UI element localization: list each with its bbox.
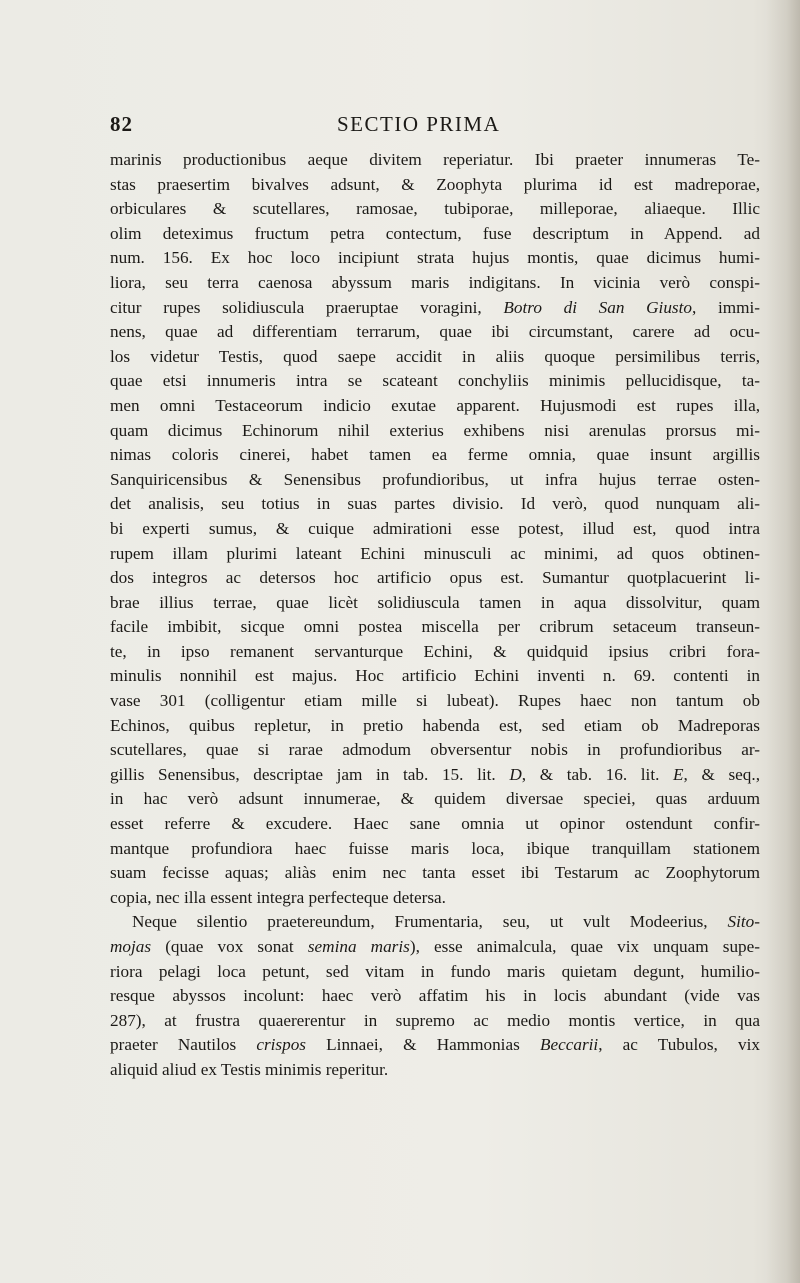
text-segment: rupem illam plurimi lateant Echini minusculi ac minimi, ad quos obtinen- — [110, 543, 760, 563]
text-segment: Echinos, quibus repletur, in pretio habenda est, sed etiam ob Madreporas — [110, 715, 760, 735]
text-line — [110, 1009, 760, 1034]
text-segment: esset referre & excudere. Haec sane omnia ut opinor ostendunt confir- — [110, 814, 760, 834]
text-line — [110, 787, 760, 812]
text-segment: praeter Nautilos — [110, 1035, 257, 1055]
text-segment: (quae vox sonat — [151, 937, 308, 956]
text-segment: marinis productionibus aeque divitem reperiatur. Ibi praeter innumeras Te- — [110, 150, 760, 169]
text-line — [110, 443, 760, 468]
text-line — [110, 369, 760, 394]
text-line — [110, 394, 760, 419]
text-segment: facile imbibit, sicque omni postea miscella per cribrum setaceum transeun- — [110, 617, 760, 637]
text-segment: scutellares, quae si rarae admodum obversentur nobis in profundioribus ar- — [110, 740, 760, 760]
text-line — [110, 542, 760, 567]
text-line — [110, 468, 760, 493]
text-line — [110, 320, 760, 345]
text-segment: , immi- — [692, 297, 760, 317]
italic-text: crispos — [256, 1035, 306, 1055]
text-line — [110, 984, 760, 1009]
text-segment: ), esse animalcula, quae vix unquam supe- — [409, 937, 760, 956]
text-line — [110, 419, 760, 444]
text-segment: riora pelagi loca petunt, sed vitam in fundo maris quietam degunt, humilio- — [110, 961, 760, 981]
text-line — [110, 886, 760, 911]
text-line — [110, 837, 760, 862]
text-segment: quae etsi innumeris intra se scateant conchyliis minimis pellucidisque, ta- — [110, 371, 760, 391]
text-line — [110, 861, 760, 886]
text-line — [110, 246, 760, 271]
text-segment: copia, nec illa essent integra perfecteque detersa. — [110, 887, 446, 907]
text-segment: in hac verò adsunt innumerae, & quidem diversae speciei, quas arduum — [110, 789, 760, 809]
text-segment: mantque profundiora haec fuisse maris loca, ibique tranquillam stationem — [110, 838, 760, 858]
text-line — [110, 664, 760, 689]
text-line — [110, 1058, 760, 1083]
text-segment: vase 301 (colligentur etiam mille si lubeat). Rupes haec non tantum ob — [110, 691, 760, 711]
text-segment: stas praesertim bivalves adsunt, & Zoophyta plurima id est madreporae, — [110, 174, 760, 194]
running-head: SECTIO PRIMA — [337, 112, 501, 136]
text-line — [110, 591, 760, 616]
text-segment: suam fecisse aquas; aliàs enim nec tanta esset ibi Testarum ac Zoophytorum — [110, 863, 760, 883]
text-segment: quam dicimus Echinorum nihil exterius exhibens nisi arenulas prorsus mi- — [110, 420, 760, 440]
italic-text: E — [673, 764, 684, 784]
text-segment: Linnaei, & Hammonias — [306, 1035, 540, 1055]
text-line — [110, 566, 760, 591]
text-segment: olim deteximus fructum petra contectum, fuse descriptum in Append. ad — [110, 223, 760, 243]
italic-text: Botro di San Giusto — [503, 297, 692, 317]
italic-text: Beccarii — [539, 1035, 599, 1055]
text-line — [110, 935, 760, 960]
text-segment: minulis nonnihil est majus. Hoc artificio Echini inventi n. 69. contenti in — [110, 666, 760, 686]
text-segment: Neque silentio praetereundum, Frumentaria, seu, ut vult Modeerius, — [132, 912, 728, 932]
text-line — [110, 640, 760, 665]
text-line — [110, 222, 760, 247]
text-line — [110, 345, 760, 370]
text-segment: los videtur Testis, quod saepe accidit in aliis quoque persimilibus terris, — [110, 346, 760, 366]
text-line — [110, 714, 760, 739]
text-segment: det analisis, seu totius in suas partes divisio. Id verò, quod nunquam ali- — [110, 494, 760, 514]
text-line — [110, 271, 760, 296]
text-segment: gillis Senensibus, descriptae jam in tab. 15. lit. — [110, 764, 510, 784]
text-line — [110, 615, 760, 640]
page-edge-shadow — [766, 0, 800, 1283]
text-line — [110, 763, 760, 788]
text-segment: te, in ipso remanent servanturque Echini, & quidquid ipsius cribri fora- — [110, 641, 760, 661]
text-segment: citur rupes solidiuscula praeruptae voragini, — [110, 297, 504, 317]
text-segment: men omni Testaceorum indicio exutae apparent. Hujusmodi est rupes illa, — [110, 395, 760, 415]
text-segment: num. 156. Ex hoc loco incipiunt strata hujus montis, quae dicimus humi- — [110, 248, 760, 268]
text-line — [110, 296, 760, 321]
text-segment: , & tab. 16. lit. — [521, 764, 674, 784]
text-segment: 287), at frustra quaererentur in supremo ac medio montis vertice, in qua — [110, 1010, 760, 1030]
italic-text: D — [509, 764, 522, 784]
text-line — [110, 689, 760, 714]
text-segment: brae illius terrae, quae licèt solidiuscula tamen in aqua dissolvitur, quam — [110, 592, 760, 612]
text-line — [110, 1033, 760, 1058]
text-line — [110, 960, 760, 985]
text-line — [110, 910, 760, 935]
text-segment: liora, seu terra caenosa abyssum maris indigitans. In vicinia verò conspi- — [110, 272, 760, 292]
text-line — [110, 517, 760, 542]
italic-text: semina maris — [307, 937, 410, 956]
page-header — [110, 112, 750, 142]
text-segment: resque abyssos incolunt: haec verò affatim his in locis abundant (vide vas — [110, 986, 760, 1006]
text-segment: , & seq., — [683, 764, 760, 784]
text-line — [110, 173, 760, 198]
body-text — [110, 148, 760, 1083]
text-line — [110, 492, 760, 517]
text-line — [110, 812, 760, 837]
page-number: 82 — [110, 112, 133, 136]
text-segment: orbiculares & scutellares, ramosae, tubiporae, milleporae, aliaeque. Illic — [110, 199, 760, 219]
italic-text: Sito- — [727, 912, 760, 932]
text-line — [110, 197, 760, 222]
text-segment: nimas coloris cinerei, habet tamen ea ferme omnia, quae insunt argillis — [110, 445, 760, 465]
text-line — [110, 738, 760, 763]
italic-text: mojas — [110, 937, 152, 956]
text-segment: nens, quae ad differentiam terrarum, quae ibi circumstant, carere ad ocu- — [110, 322, 760, 342]
text-segment: bi experti sumus, & cuique admirationi esse potest, illud est, quod intra — [110, 518, 760, 538]
text-segment: dos integros ac detersos hoc artificio opus est. Sumantur quotplacuerint li- — [110, 568, 760, 588]
text-segment: aliquid aliud ex Testis minimis reperitur. — [110, 1059, 389, 1079]
text-segment: Sanquiricensibus & Senensibus profundioribus, ut infra hujus terrae osten- — [110, 469, 760, 489]
text-segment: , ac Tubulos, vix — [598, 1035, 760, 1055]
text-line — [110, 148, 760, 173]
